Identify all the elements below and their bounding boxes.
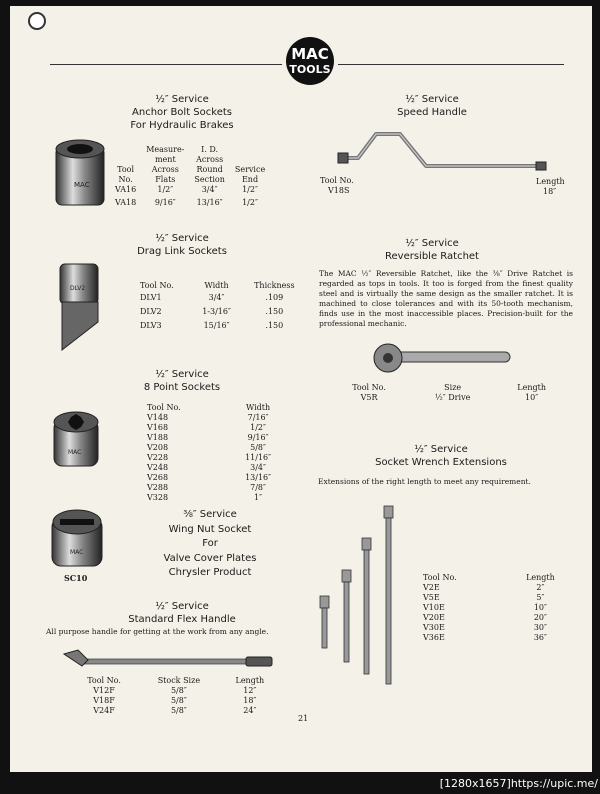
table-row: V12F 5/8″ 12″ bbox=[93, 686, 257, 695]
drag-socket-illustration bbox=[58, 262, 102, 352]
speed-length-label: Length bbox=[536, 177, 565, 186]
table-row: V268 13/16″ bbox=[147, 473, 272, 482]
speed-tool-value: V18S bbox=[328, 186, 350, 195]
flex-heading: ½″ Service Standard Flex Handle bbox=[128, 601, 236, 625]
ratchet-table: Tool No. Size Length V5R ½″ Drive 10″ bbox=[328, 383, 568, 403]
table-row: V5E 5″ bbox=[423, 593, 545, 602]
extensions-description: Extensions of the right length to meet any requirement. bbox=[318, 477, 531, 486]
table-row: V228 11/16″ bbox=[147, 453, 272, 462]
table-row: V288 7/8″ bbox=[147, 483, 267, 492]
table-row: VA18 9/16″ 13/16″ 1/2″ bbox=[115, 198, 258, 207]
header-rule-right bbox=[338, 64, 564, 65]
table-row: VA16 1/2″ 3/4″ 1/2″ bbox=[115, 185, 258, 194]
table-row: V328 1″ bbox=[147, 493, 263, 502]
header-rule-left bbox=[50, 64, 282, 65]
table-row: V168 1/2″ bbox=[147, 423, 267, 432]
table-row: V36E 36″ bbox=[423, 633, 547, 642]
ratchet-description: The MAC ½″ Reversible Ratchet, like the ⅜″ Drive Ratchet is regarded as tops in tools. It too is forged from the finest quality steel and is virtually the same design as the smaller ratchet. It is machined to close tolerances and with its 50-tooth mechanism, finds use in the most inaccessible places. Precision-built for the professional mechanic. bbox=[319, 269, 573, 328]
table-row: V208 5/8″ bbox=[147, 443, 267, 452]
flex-handle-illustration bbox=[62, 646, 277, 676]
binder-hole bbox=[28, 12, 46, 30]
table-row: DLV1 3/4″ .109 bbox=[140, 293, 284, 302]
svg-text:MAC: MAC bbox=[70, 549, 84, 556]
mac-tools-logo: MAC TOOLS bbox=[286, 37, 334, 85]
anchor-socket-illustration bbox=[52, 137, 110, 211]
wing-code: SC10 bbox=[64, 573, 88, 583]
table-row: V5R ½″ Drive 10″ bbox=[360, 393, 539, 402]
flex-table: Tool No. Stock Size Length V12F 5/8″ 12″ V18F 5/8″ 18″ V24F 5/8″ 24″ bbox=[70, 676, 280, 716]
eight-point-socket-illustration bbox=[50, 408, 106, 470]
table-row: V20E 20″ bbox=[423, 613, 547, 622]
ratchet-illustration bbox=[370, 342, 520, 376]
speed-tool-label: Tool No. bbox=[320, 176, 354, 185]
anchor-table: Tool No. Measure- ment Across Flats I. D. Across Round Section Service End VA16 1/2″ 3/4″ 1/2″ VA18 9/16″ 13/16″ 1/2″ bbox=[110, 145, 270, 211]
svg-text:MAC: MAC bbox=[74, 181, 90, 189]
ratchet-heading: ½″ Service Reversible Ratchet bbox=[385, 238, 479, 262]
flex-description: All purpose handle for getting at the work from any angle. bbox=[46, 627, 269, 636]
catalog-page bbox=[10, 6, 592, 772]
drag-table: Tool No. Width Thickness DLV1 3/4″ .109 DLV2 1-3/16″ .150 DLV3 15/16″ .150 bbox=[135, 281, 307, 333]
speed-handle-illustration bbox=[336, 126, 556, 176]
table-row: V2E 2″ bbox=[423, 583, 545, 592]
svg-text:MAC: MAC bbox=[68, 449, 82, 456]
svg-text:DLV2: DLV2 bbox=[70, 285, 86, 292]
wing-nut-socket-illustration bbox=[48, 506, 108, 572]
image-source-stamp: [1280x1657]https://upic.me/ bbox=[439, 777, 598, 790]
extensions-table: Tool No. Length V2E 2″ V5E 5″ V10E 10″ V20E 20″ V30E 30″ V36E 36″ bbox=[418, 573, 578, 643]
speed-heading: ½″ Service Speed Handle bbox=[397, 94, 467, 118]
drag-heading: ½″ Service Drag Link Sockets bbox=[137, 233, 227, 257]
table-row: V188 9/16″ bbox=[147, 433, 269, 442]
table-row: DLV3 15/16″ .150 bbox=[140, 321, 284, 330]
table-row: V24F 5/8″ 24″ bbox=[93, 706, 257, 715]
eight-point-heading: ½″ Service 8 Point Sockets bbox=[143, 369, 221, 393]
table-row: V148 7/16″ bbox=[147, 413, 269, 422]
page-number: 21 bbox=[298, 714, 309, 723]
table-row: DLV2 1-3/16″ .150 bbox=[140, 307, 284, 316]
table-row: V248 3/4″ bbox=[147, 463, 267, 472]
table-row: V18F 5/8″ 18″ bbox=[93, 696, 257, 705]
extensions-illustration bbox=[310, 498, 420, 688]
table-row: V10E 10″ bbox=[423, 603, 547, 612]
wing-heading: ⅜″ Service Wing Nut Socket For Valve Cover Plates Chrysler Product bbox=[163, 509, 257, 578]
eight-point-table: Tool No. Width V148 7/16″ V168 1/2″ V188 9/16″ V208 5/8″ V228 11/16″ V248 3/4″ V268 13/16″ V288 7/8″ V328 1″ bbox=[142, 403, 292, 503]
anchor-heading: ½″ Service Anchor Bolt Sockets For Hydraulic Brakes bbox=[130, 94, 234, 131]
extensions-heading: ½″ Service Socket Wrench Extensions bbox=[375, 444, 507, 468]
table-row: V30E 30″ bbox=[423, 623, 547, 632]
speed-length-value: 18″ bbox=[543, 187, 557, 196]
